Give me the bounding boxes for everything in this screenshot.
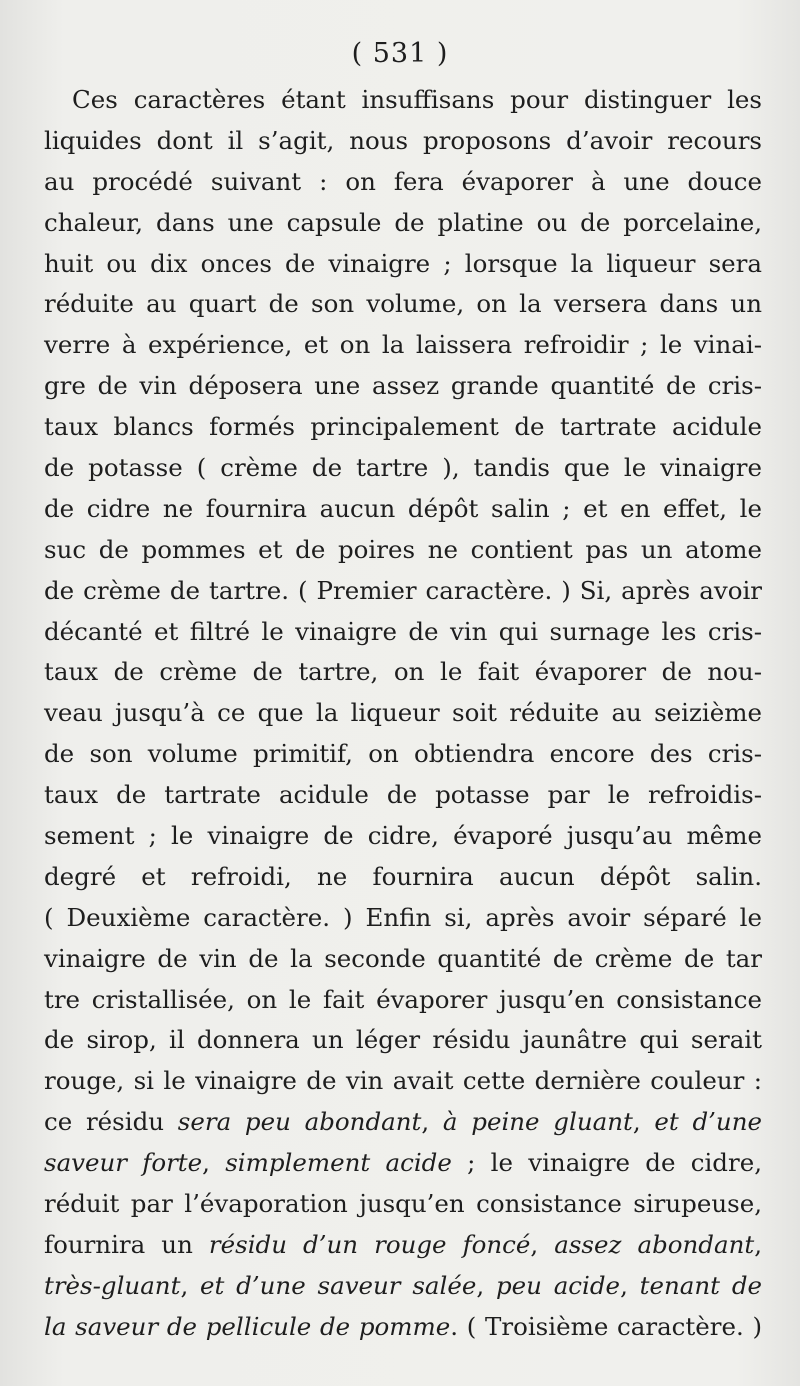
- text-line: [44, 244, 762, 285]
- italic-text-segment: la saveur de pellicule de pomme: [44, 1311, 451, 1341]
- italic-text-segment: simplement acide: [225, 1148, 452, 1178]
- italic-text-segment: et d’une: [654, 1107, 762, 1137]
- text-segment: ce résidu: [44, 1107, 178, 1137]
- text-segment: fournira un: [44, 1229, 209, 1259]
- text-line: [44, 448, 762, 489]
- text-line: [44, 857, 762, 898]
- text-segment: ,: [202, 1148, 226, 1178]
- text-segment: de cidre ne fournira aucun dépôt salin ; et en effet, le: [44, 493, 762, 523]
- italic-text-segment: peu acide: [495, 1270, 621, 1300]
- text-line: [44, 571, 762, 612]
- text-segment: huit ou dix onces de vinaigre ; lorsque la liqueur sera: [44, 248, 762, 278]
- text-line: [44, 775, 762, 816]
- text-segment: veau jusqu’à ce que la liqueur soit réduite au seizième: [44, 698, 762, 728]
- text-segment: réduite au quart de son volume, on la versera dans un: [44, 289, 762, 319]
- text-line: [44, 898, 762, 939]
- text-segment: ,: [620, 1270, 640, 1300]
- text-line: [44, 1266, 762, 1307]
- text-segment: degré et refroidi, ne fournira aucun dépôt salin.: [44, 861, 762, 891]
- text-line: [44, 939, 762, 980]
- text-line: [44, 284, 762, 325]
- text-segment: vinaigre de vin de la seconde quantité de crème de tar: [44, 943, 762, 973]
- text-line: [44, 203, 762, 244]
- text-segment: chaleur, dans une capsule de platine ou de porcelaine,: [44, 207, 762, 237]
- italic-text-segment: saveur forte: [44, 1148, 203, 1178]
- text-segment: Ces caractères étant insuffisans pour distinguer les: [72, 85, 762, 114]
- text-line: [44, 489, 762, 530]
- text-line: [44, 612, 762, 653]
- text-segment: taux blancs formés principalement de tartrate acidule: [44, 412, 762, 442]
- text-segment: ; le vinaigre de cidre,: [451, 1148, 762, 1178]
- text-segment: liquides dont il s’agit, nous proposons d’avoir recours: [44, 125, 762, 155]
- text-segment: réduit par l’évaporation jusqu’en consistance sirupeuse,: [44, 1189, 762, 1219]
- text-segment: verre à expérience, et on la laissera refroidir ; le vinai-: [44, 330, 762, 360]
- italic-text-segment: sera peu abondant: [177, 1107, 422, 1137]
- text-segment: ,: [476, 1270, 496, 1300]
- text-segment: de potasse ( crème de tartre ), tandis que le vinaigre: [44, 453, 762, 483]
- text-segment: ,: [530, 1229, 555, 1259]
- text-line: [44, 1020, 762, 1061]
- text-line: [44, 734, 762, 775]
- text-line: [44, 530, 762, 571]
- text-line: [44, 325, 762, 366]
- text-line: [44, 1061, 762, 1102]
- text-line: [44, 980, 762, 1021]
- text-segment: . ( Troisième caractère. ): [450, 1311, 762, 1341]
- text-segment: ( Deuxième caractère. ) Enfin si, après avoir séparé le: [44, 902, 762, 932]
- text-segment: de crème de tartre. ( Premier caractère. ) Si, après avoir: [44, 575, 762, 605]
- text-segment: sement ; le vinaigre de cidre, évaporé jusqu’au même: [44, 821, 762, 851]
- text-line: [44, 366, 762, 407]
- text-line: [44, 80, 762, 121]
- text-line: [44, 1102, 762, 1143]
- text-segment: taux de crème de tartre, on le fait évaporer de nou-: [44, 657, 762, 687]
- text-line: [44, 162, 762, 203]
- text-line: [44, 816, 762, 857]
- text-segment: décanté et filtré le vinaigre de vin qui surnage les cris-: [44, 616, 762, 646]
- text-segment: de sirop, il donnera un léger résidu jaunâtre qui serait: [44, 1025, 762, 1055]
- text-segment: ,: [632, 1107, 655, 1137]
- italic-text-segment: assez abondant: [554, 1229, 755, 1259]
- italic-text-segment: très-gluant: [44, 1270, 181, 1300]
- text-line: [44, 1184, 762, 1225]
- page-number: ( 531 ): [351, 38, 449, 69]
- italic-text-segment: résidu d’un rouge foncé: [208, 1229, 531, 1259]
- text-segment: taux de tartrate acidule de potasse par le refroidis-: [44, 780, 762, 810]
- text-line: [44, 652, 762, 693]
- text-segment: au procédé suivant : on fera évaporer à une douce: [44, 166, 762, 196]
- text-line: [44, 1225, 762, 1266]
- italic-text-segment: à peine gluant: [442, 1107, 633, 1137]
- text-line: [44, 1143, 762, 1184]
- text-line: [44, 121, 762, 162]
- italic-text-segment: et d’une saveur salée: [200, 1270, 477, 1300]
- text-segment: suc de pommes et de poires ne contient pas un atome: [44, 534, 762, 564]
- text-segment: ,: [754, 1229, 762, 1259]
- body-text: [44, 80, 762, 1348]
- text-line: [44, 1307, 762, 1348]
- text-segment: ,: [421, 1107, 443, 1137]
- text-segment: rouge, si le vinaigre de vin avait cette dernière couleur :: [44, 1066, 762, 1096]
- text-segment: gre de vin déposera une assez grande quantité de cris-: [44, 371, 762, 401]
- text-line: [44, 407, 762, 448]
- text-segment: ,: [180, 1270, 201, 1300]
- text-segment: tre cristallisée, on le fait évaporer jusqu’en consistance: [44, 984, 762, 1014]
- text-line: [44, 693, 762, 734]
- italic-text-segment: tenant de: [639, 1270, 762, 1300]
- text-segment: de son volume primitif, on obtiendra encore des cris-: [44, 739, 762, 769]
